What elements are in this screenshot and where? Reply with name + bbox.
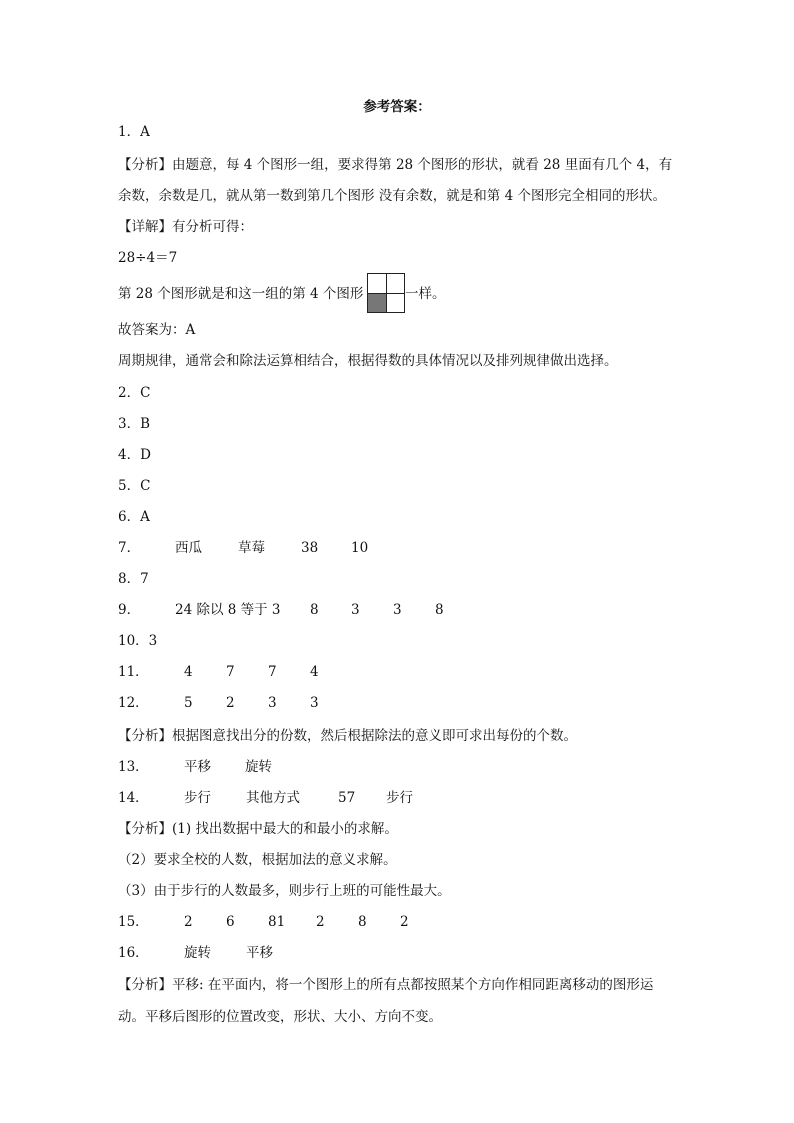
analysis-1-line2: 余数，余数是几，就从第一数到第几个图形 没有余数，就是和第 4 个图形完全相同的形状。 <box>118 188 666 204</box>
answer-item: 3 <box>310 695 319 711</box>
note-1: 周期规律，通常会和除法运算相结合，根据得数的具体情况以及排列规律做出选择。 <box>118 353 618 369</box>
answer-3: 3．B <box>118 416 151 432</box>
analysis-12: 【分析】根据图意找出分的份数，然后根据除法的意义即可求出每份的个数。 <box>118 728 577 744</box>
answer-12 <box>118 693 319 713</box>
answer-9 <box>118 600 444 620</box>
answer-15 <box>118 912 409 932</box>
answer-item: 步行 <box>184 790 211 806</box>
shape-grid-figure <box>367 273 405 313</box>
answer-item: 5 <box>184 695 193 711</box>
answer-item: 8 <box>358 914 367 930</box>
answer-item: 旋转 <box>184 945 211 961</box>
answer-item: 旋转 <box>245 759 272 775</box>
question-number: 11． <box>118 664 149 680</box>
statement-after: 一样。 <box>405 286 446 302</box>
question-number: 15． <box>118 914 149 930</box>
answer-item: 3 <box>393 602 402 618</box>
answer-4: 4．D <box>118 447 151 463</box>
answer-item: 7 <box>226 664 235 680</box>
answer-item: 平移 <box>246 945 273 961</box>
answer-item: 2 <box>316 914 325 930</box>
answer-5: 5．C <box>118 478 151 494</box>
statement-1 <box>118 284 363 304</box>
answer-1: 1．A <box>118 124 150 140</box>
question-number: 7． <box>118 540 141 556</box>
analysis-14-line1: 【分析】(1) 找出数据中最大的和最小的求解。 <box>118 821 398 837</box>
analysis-16-line2: 动。平移后图形的位置改变，形状、大小、方向不变。 <box>118 1009 442 1025</box>
question-number: 14． <box>118 790 149 806</box>
answer-14 <box>118 788 413 808</box>
answer-11 <box>118 662 319 682</box>
analysis-14-line3: （3）由于步行的人数最多，则步行上班的可能性最大。 <box>118 883 451 899</box>
question-number: 12． <box>118 695 149 711</box>
answer-item: 2 <box>226 695 235 711</box>
answer-2: 2．C <box>118 385 151 401</box>
answer-item: 其他方式 <box>246 790 300 806</box>
answer-item: 平移 <box>184 759 211 775</box>
conclusion-1: 故答案为：A <box>118 322 196 338</box>
answer-item: 3 <box>268 695 277 711</box>
answer-item: 6 <box>226 914 235 930</box>
question-number: 9． <box>118 602 141 618</box>
calc-1: 28÷4＝7 <box>118 250 178 266</box>
answer-item: 10 <box>351 540 369 556</box>
page-title: 参考答案： <box>363 99 431 115</box>
answer-item: 24 除以 8 等于 3 <box>175 602 281 618</box>
answer-item: 8 <box>310 602 319 618</box>
answer-item: 81 <box>268 914 286 930</box>
answer-7 <box>118 538 369 558</box>
answer-item: 8 <box>435 602 444 618</box>
answer-6: 6．A <box>118 509 150 525</box>
answer-item: 4 <box>310 664 319 680</box>
shaded-cell <box>368 294 386 312</box>
statement-before: 第 28 个图形就是和这一组的第 4 个图形 <box>118 286 364 302</box>
answer-item: 3 <box>351 602 360 618</box>
answer-10: 10．3 <box>118 633 158 649</box>
answer-item: 38 <box>301 540 319 556</box>
answer-item: 草莓 <box>238 540 265 556</box>
analysis-16-line1: 【分析】平移: 在平面内，将一个图形上的所有点都按照某个方向作相同距离移动的图形运 <box>118 977 654 993</box>
answer-item: 4 <box>184 664 193 680</box>
answer-item: 2 <box>184 914 193 930</box>
answer-16 <box>118 943 273 963</box>
analysis-14-line2: （2）要求全校的人数，根据加法的意义求解。 <box>118 852 397 868</box>
answer-item: 7 <box>268 664 277 680</box>
question-number: 13． <box>118 759 149 775</box>
answer-item: 西瓜 <box>175 540 202 556</box>
answer-item: 57 <box>338 790 356 806</box>
answer-item: 步行 <box>386 790 413 806</box>
detail-1: 【详解】有分析可得： <box>118 219 253 235</box>
answer-8: 8．7 <box>118 571 149 587</box>
question-number: 16． <box>118 945 149 961</box>
analysis-1-line1: 【分析】由题意，每 4 个图形一组，要求得第 28 个图形的形状，就看 28 里面有几个 4，有 <box>118 157 673 173</box>
answer-13 <box>118 757 272 777</box>
answer-item: 2 <box>400 914 409 930</box>
